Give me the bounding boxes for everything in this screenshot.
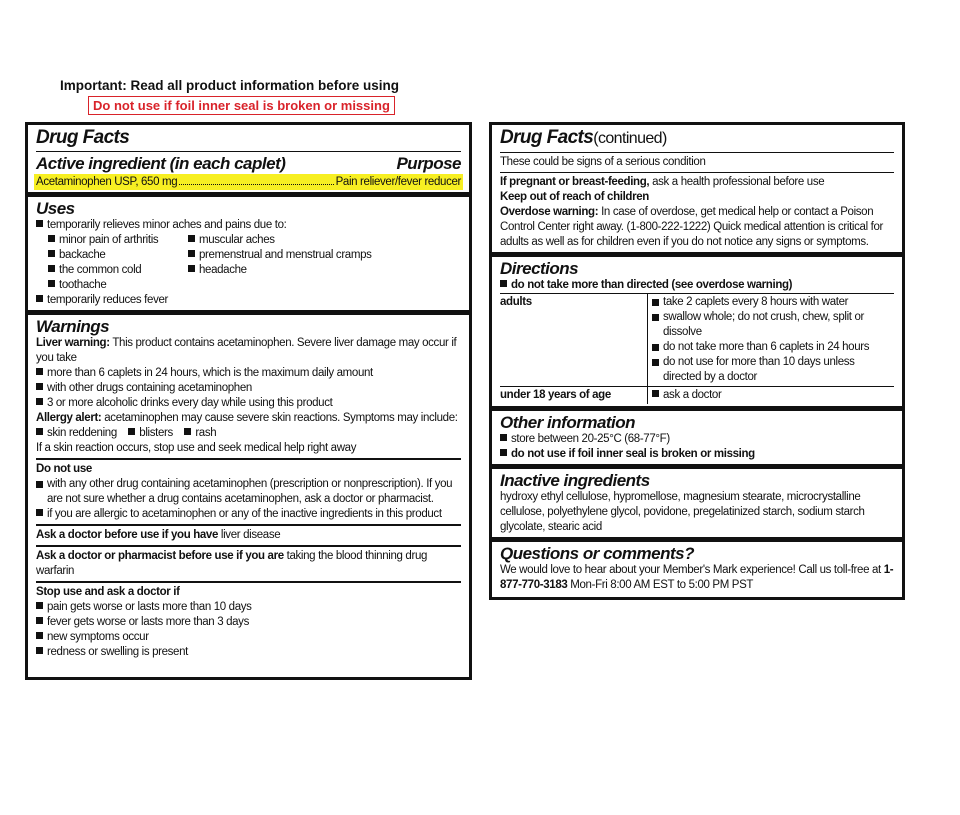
questions-section — [492, 542, 902, 595]
pregnant-text: ask a health professional before use — [652, 176, 825, 188]
stop-item: pain gets worse or lasts more than 10 days — [47, 601, 252, 613]
active-ingredient-row — [34, 174, 463, 190]
use-item: toothache — [59, 279, 107, 291]
use-item: muscular aches — [199, 234, 275, 246]
purpose: Pain reliever/fever reducer — [335, 176, 461, 188]
liver-item: more than 6 caplets in 24 hours, which is the maximum daily amount — [47, 367, 373, 379]
inactive-ingredients-heading: Inactive ingredients — [500, 471, 650, 490]
active-ingredient: Acetaminophen USP, 650 mg — [36, 176, 178, 188]
drug-facts-title: Drug Facts — [36, 127, 130, 148]
under-18-label: under 18 years of age — [500, 386, 648, 404]
adults-item: do not use for more than 10 days unless directed by a doctor — [663, 356, 855, 383]
use-item: minor pain of arthritis — [59, 234, 159, 246]
stop-use-heading: Stop use and ask a doctor if — [36, 586, 180, 598]
other-information-section — [492, 411, 902, 469]
uses-intro: temporarily relieves minor aches and pains due to: — [47, 219, 287, 231]
drug-facts-panel-left — [25, 122, 472, 680]
questions-text: We would love to hear about your Member's Mark experience! Call us toll-free at — [500, 564, 881, 576]
warnings-section — [28, 315, 469, 662]
liver-item: 3 or more alcoholic drinks every day while using this product — [47, 397, 333, 409]
active-ingredient-section — [28, 125, 469, 197]
purpose-heading: Purpose — [396, 154, 461, 173]
skin-reaction-text: If a skin reaction occurs, stop use and seek medical help right away — [36, 442, 357, 454]
uses-heading: Uses — [36, 199, 75, 218]
warnings-heading: Warnings — [36, 317, 110, 336]
do-not-use-item: if you are allergic to acetaminophen or any of the inactive ingredients in this product — [47, 508, 442, 520]
overdose-label: Overdose warning: — [500, 206, 599, 218]
questions-heading: Questions or comments? — [500, 544, 694, 563]
directions-note: do not take more than directed (see overdose warning) — [511, 279, 793, 291]
adults-item: do not take more than 6 caplets in 24 hours — [663, 341, 870, 353]
allergy-item: rash — [195, 427, 217, 439]
directions-section — [492, 257, 902, 411]
overdose-text: In case of overdose, get medical help or contact a Poison Control Center right away. (1-800-222-1222) Quick medical attention is critical for adults as well as for children even if you do not notice any signs or symptoms. — [500, 206, 884, 248]
stop-item: new symptoms occur — [47, 631, 149, 643]
allergy-alert-label: Allergy alert: — [36, 412, 102, 424]
continued-label: (continued) — [593, 130, 667, 147]
other-information-heading: Other information — [500, 413, 636, 432]
ask-doctor-label: Ask a doctor before use if you have — [36, 529, 219, 541]
liver-item: with other drugs containing acetaminophen — [47, 382, 252, 394]
storage-text: store between 20-25°C (68-77°F) — [511, 433, 670, 445]
do-not-use-item: with any other drug containing acetaminophen (prescription or nonprescription). If you are not sure whether a drug contains acetaminophen, ask a doctor or pharmacist. — [47, 478, 453, 505]
ask-pharmacist-text: taking the blood thinning drug warfarin — [36, 550, 428, 577]
seal-warning-box: Do not use if foil inner seal is broken or missing — [88, 96, 395, 115]
important-notice: Important: Read all product information before using — [60, 78, 400, 93]
keep-out-text: Keep out of reach of children — [500, 191, 649, 203]
adults-item: swallow whole; do not crush, chew, split or dissolve — [663, 311, 864, 338]
drug-facts-panel-right — [489, 122, 905, 600]
use-item: backache — [59, 249, 106, 261]
continued-warnings-section — [492, 125, 902, 257]
use-item: the common cold — [59, 264, 142, 276]
hours-text: Mon-Fri 8:00 AM EST to 5:00 PM PST — [570, 579, 754, 591]
use-item: premenstrual and menstrual cramps — [199, 249, 372, 261]
pregnant-label: If pregnant or breast-feeding, — [500, 176, 650, 188]
do-not-use-heading: Do not use — [36, 463, 92, 475]
stop-item: fever gets worse or lasts more than 3 days — [47, 616, 249, 628]
allergy-alert-text: acetaminophen may cause severe skin reactions. Symptoms may include: — [104, 412, 458, 424]
uses-fever: temporarily reduces fever — [47, 294, 168, 306]
ask-pharmacist-label: Ask a doctor or pharmacist before use if you are — [36, 550, 284, 562]
adults-label: adults — [500, 293, 648, 386]
directions-table — [500, 293, 894, 404]
phone-number: 1-877-770-3183 — [500, 564, 894, 591]
allergy-item: skin reddening — [47, 427, 117, 439]
seal-text: do not use if foil inner seal is broken or missing — [511, 448, 755, 460]
stop-item: redness or swelling is present — [47, 646, 188, 658]
under-18-text: ask a doctor — [663, 389, 722, 401]
allergy-item: blisters — [139, 427, 173, 439]
adults-item: take 2 caplets every 8 hours with water — [663, 296, 849, 308]
inactive-ingredients-text: hydroxy ethyl cellulose, hypromellose, magnesium stearate, microcrystalline cellulose, polyethylene glycol, povidone, pregelatinized starch, sodium starch glycolate, stearic acid — [500, 491, 865, 533]
liver-warning-label: Liver warning: — [36, 337, 110, 349]
uses-section — [28, 197, 469, 315]
active-ingredient-heading: Active ingredient (in each caplet) — [36, 154, 286, 173]
ask-doctor-text: liver disease — [220, 529, 281, 541]
inactive-ingredients-section — [492, 469, 902, 542]
serious-condition-text: These could be signs of a serious condition — [500, 156, 706, 168]
liver-warning-text: This product contains acetaminophen. Severe liver damage may occur if you take — [36, 337, 457, 364]
directions-heading: Directions — [500, 259, 579, 278]
use-item: headache — [199, 264, 247, 276]
drug-facts-title-continued: Drug Facts — [500, 127, 594, 148]
